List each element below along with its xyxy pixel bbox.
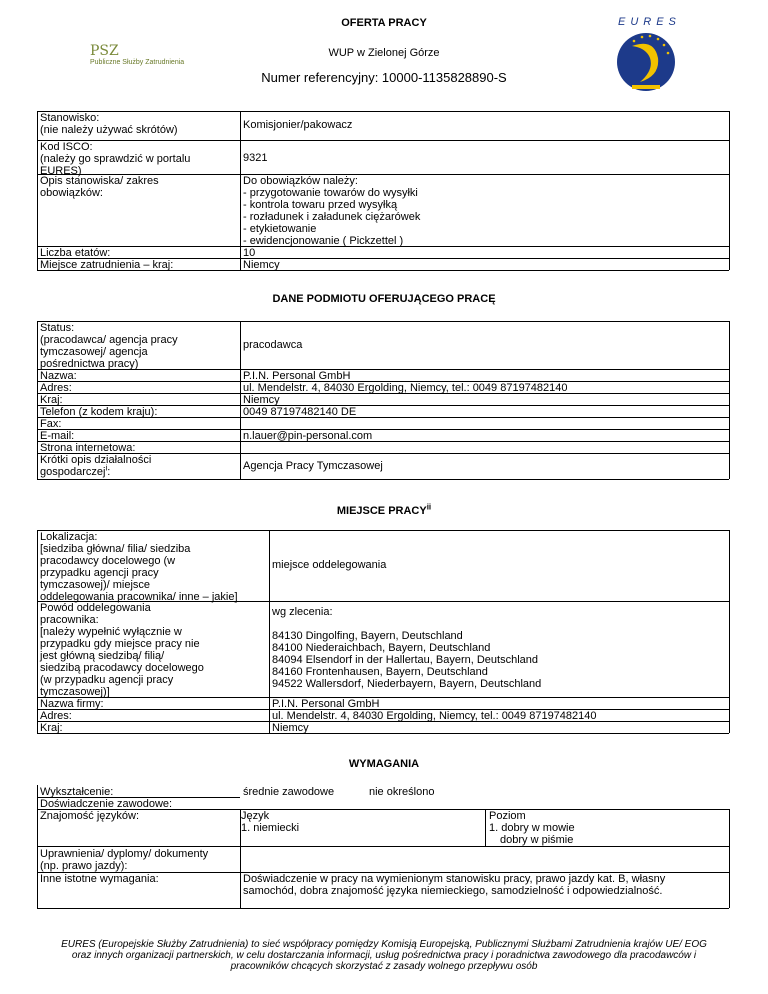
value-business: Agencja Pracy Tymczasowej [243, 460, 383, 472]
eures-emblem-icon [614, 12, 678, 98]
label-location: Lokalizacja: [siedziba główna/ filia/ siedziba pracodawcy docelowego (w przypadku agencji pracy tymczasowej)/ miejsce oddelegowania pracownika/ inne – jakie] [40, 531, 238, 603]
value-company-name: P.I.N. Personal GmbH [272, 698, 380, 710]
value-isco: 9321 [243, 152, 268, 164]
label-company-country: Kraj: [40, 722, 63, 734]
value-name: P.I.N. Personal GmbH [243, 370, 351, 382]
label-email: E-mail: [40, 430, 75, 442]
value-duties: Do obowiązków należy: - przygotowanie towarów do wysyłki - kontrola towaru przed wysyłką - rozładunek i załadunek ciężarówek - etykietowanie - ewidencjonowanie ( Pickzettel ) [243, 175, 421, 247]
value-education: średnie zawodowe [243, 786, 335, 798]
value-delegation-reason: wg zlecenia: 84130 Dingolfing, Bayern, Deutschland 84100 Niederaichbach, Bayern, Deutschland 84094 Elsendorf in der Hallertau, Bayern, Deutschland 84160 Frontenhausen, Bayern, Deutschland 94522 Wallersdorf, Niederbayern, Bayern, Deutschland [272, 606, 542, 690]
level-value-speaking: 1. dobry w mowie [489, 822, 575, 834]
workplace-heading [0, 502, 768, 517]
label-isco: Kod ISCO: (należy go sprawdzić w portalu EURES) [40, 141, 191, 177]
value-country: Niemcy [243, 259, 280, 271]
value-address: ul. Mendelstr. 4, 84030 Ergolding, Niemcy, tel.: 0049 87197482140 [243, 382, 568, 394]
label-address: Adres: [40, 382, 72, 394]
label-languages: Znajomość języków: [40, 810, 140, 822]
label-status: Status: (pracodawca/ agencja pracy tymczasowej/ agencja pośrednictwa pracy) [40, 322, 178, 370]
workplace-heading-text: MIEJSCE PRACY [336, 505, 427, 517]
page-title: OFERTA PRACY [341, 17, 427, 29]
reference-number: Numer referencyjny: 10000-1135828890-S [261, 70, 507, 85]
value-other-requirements: Doświadczenie w pracy na wymienionym stanowisku pracy, prawo jazdy kat. B, własny samochód, dobra znajomość języka niemieckiego, samodzielność i odpowiedzialność. [243, 873, 666, 897]
level-value-writing: dobry w piśmie [500, 834, 574, 846]
label-experience: Doświadczenie zawodowe: [40, 798, 173, 810]
label-phone: Telefon (z kodem kraju): [40, 406, 158, 418]
employer-heading: DANE PODMIOTU OFERUJĄCEGO PRACĘ [272, 293, 496, 305]
value-education-extra: nie określono [369, 786, 435, 798]
label-website: Strona internetowa: [40, 442, 136, 454]
label-business [40, 454, 238, 478]
eures-logo-text: EURES [618, 16, 681, 28]
label-business-suffix: : [107, 466, 111, 478]
label-other-requirements: Inne istotne wymagania: [40, 873, 159, 885]
value-status: pracodawca [243, 339, 303, 351]
lang-value: 1. niemiecki [241, 822, 300, 834]
lang-column-header: Język [241, 810, 270, 822]
value-employer-country: Niemcy [243, 394, 280, 406]
label-company-name: Nazwa firmy: [40, 698, 104, 710]
label-fax: Fax: [40, 418, 62, 430]
label-name: Nazwa: [40, 370, 77, 382]
footnote-mark-ii: ii [426, 502, 432, 512]
label-country: Miejsce zatrudnienia – kraj: [40, 259, 174, 271]
label-position: Stanowisko: (nie należy używać skrótów) [40, 112, 178, 136]
label-delegation-reason: Powód oddelegowania pracownika: [należy wypełnić wyłącznie w przypadku gdy miejsce pracy nie jest główną siedzibą/ filią/ siedzibą pracodawcy docelowego (w przypadku agencji pracy tymczasowej)] [40, 602, 204, 698]
value-position: Komisjonier/pakowacz [243, 119, 353, 131]
label-company-address: Adres: [40, 710, 72, 722]
footnote-mark-i: i [105, 463, 108, 473]
value-phone: 0049 87197482140 DE [243, 406, 357, 418]
value-location: miejsce oddelegowania [272, 559, 387, 571]
label-permissions: Uprawnienia/ dyplomy/ dokumenty (np. prawo jazdy): [40, 848, 209, 872]
value-company-country: Niemcy [272, 722, 309, 734]
label-duties: Opis stanowiska/ zakres obowiązków: [40, 175, 159, 199]
psz-logo-top: PSZ [90, 43, 119, 59]
psz-logo-bottom: Publiczne Służby Zatrudnienia [90, 59, 185, 66]
label-education: Wykształcenie: [40, 786, 114, 798]
label-business-text: Krótki opis działalności gospodarczej [40, 454, 152, 478]
value-email: n.lauer@pin-personal.com [243, 430, 373, 442]
label-positions-count: Liczba etatów: [40, 247, 111, 259]
requirements-heading: WYMAGANIA [348, 758, 420, 770]
office-name: WUP w Zielonej Górze [328, 47, 440, 59]
value-company-address: ul. Mendelstr. 4, 84030 Ergolding, Niemcy, tel.: 0049 87197482140 [272, 710, 597, 722]
footer-note: EURES (Europejskie Służby Zatrudnienia) to sieć współpracy pomiędzy Komisją Europejską, Publicznymi Służbami Zatrudnienia krajów UE/ EOG oraz innych organizacji partnerskich, w celu dostarczania informacji, usług pośrednictwa pracy i poradnictwa zawodowego dla pracodawców i pracowników chcących skorzystać z zasady wolnego przepływu osób [61, 939, 707, 972]
value-positions-count: 10 [243, 247, 256, 259]
eures-logo [614, 12, 681, 98]
level-column-header: Poziom [489, 810, 526, 822]
label-employer-country: Kraj: [40, 394, 63, 406]
psz-logo [90, 44, 184, 67]
